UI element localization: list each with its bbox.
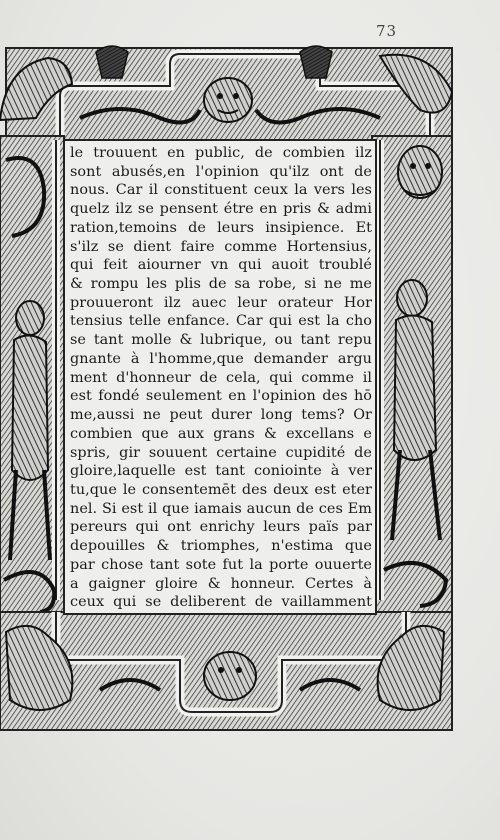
text-line: se tant molle & lubrique, ou tant repu: [70, 332, 372, 349]
text-line: s'ilz se dient faire comme Hortensius,: [70, 238, 372, 255]
text-line: spris, gir souuent certaine cupidité de: [70, 444, 372, 461]
text-line: tensius telle enfance. Car qui est la cho: [70, 313, 372, 330]
text-line: ment d'honneur de cela, qui comme il: [70, 369, 372, 386]
text-line: ceux qui se deliberent de vaillamment: [70, 594, 372, 611]
left-ornament: [0, 136, 64, 616]
text-line: nel. Si est il que iamais aucun de ces Em: [70, 500, 372, 517]
text-block: [70, 144, 372, 612]
text-line: qui feit aiourner vn qui auoit troublé: [70, 257, 372, 274]
text-line: tu,que le consentemēt des deux est eter: [70, 481, 372, 498]
text-line: est fondé seulement en l'opinion des hō: [70, 388, 372, 405]
text-line: prouueront ilz auec leur orateur Hor: [70, 294, 372, 311]
text-line: pereurs qui ont enrichy leurs païs par: [70, 519, 372, 536]
top-ornament: [0, 46, 452, 140]
text-line: depouilles & triomphes, n'estima que: [70, 538, 372, 555]
text-line: me,aussi ne peut durer long tems? Or: [70, 407, 372, 424]
text-line: par chose tant sote fut la porte ouuerte: [70, 556, 372, 573]
page-number: 73: [376, 22, 398, 40]
right-ornament: [372, 136, 452, 616]
text-line: le trouuent en public, de combien ilz: [70, 145, 372, 161]
text-line: gnante à l'homme,que demander argu: [70, 350, 372, 367]
text-line: a gaigner gloire & honneur. Certes à: [70, 575, 372, 592]
text-line: ration,temoins de leurs insipience. Et: [70, 219, 372, 236]
text-line: & rompu les plis de sa robe, si ne me: [70, 276, 372, 293]
text-line: combien que aux grans & excellans e: [70, 425, 372, 442]
text-line: quelz ilz se pensent étre en pris & admi: [70, 201, 372, 218]
text-line: gloire,laquelle est tant coniointe à ver: [70, 463, 372, 480]
text-line: nous. Car il constituent ceux la vers les: [70, 182, 372, 199]
bottom-ornament: [0, 612, 452, 730]
text-line: sont abusés,en l'opinion qu'ilz ont de: [70, 163, 372, 180]
